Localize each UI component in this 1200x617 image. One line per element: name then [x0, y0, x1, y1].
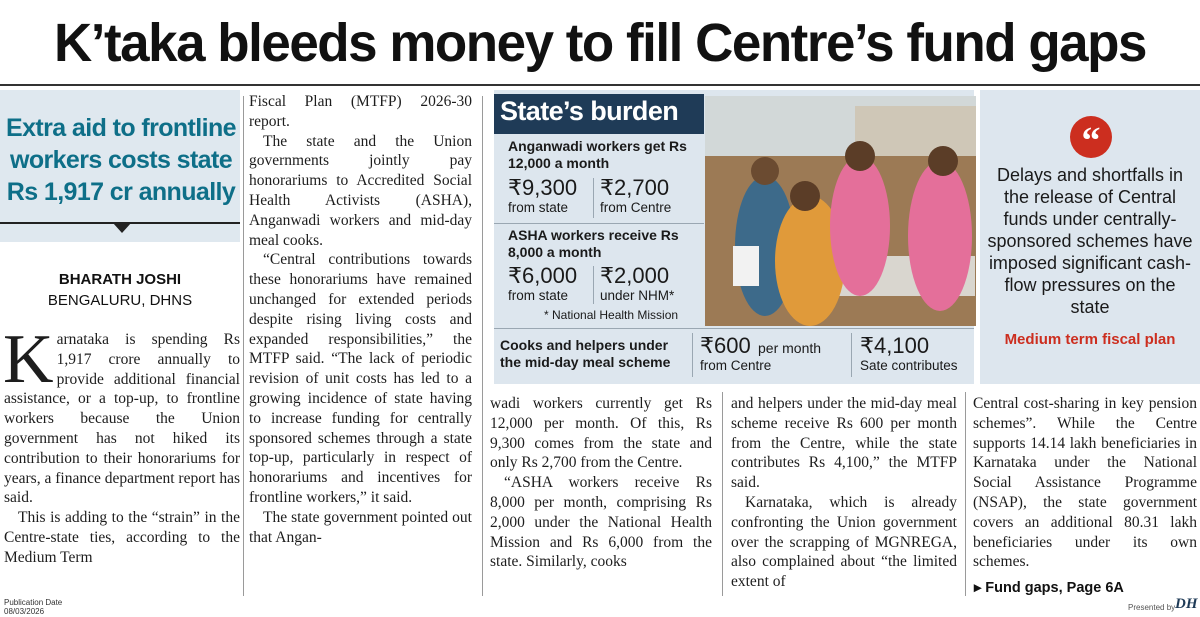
- cooks-state-amount: ₹4,100: [860, 333, 930, 358]
- divider: [593, 266, 594, 304]
- dh-logo: DH: [1175, 596, 1198, 612]
- byline-name: BHARATH JOSHI: [58, 271, 182, 288]
- paragraph: This is adding to the “strain” in the Centre-state ties, according to the Medium Term: [4, 509, 240, 566]
- column-divider: [722, 392, 723, 596]
- anganwadi-state-amount: ₹9,300: [508, 175, 578, 200]
- divider: [692, 333, 693, 377]
- cooks-centre-amount: ₹600: [700, 333, 751, 358]
- asha-head: ASHA workers receive Rs 8,000 a month: [508, 227, 679, 260]
- paragraph: “Central contributions towards these honorariums have remained unchanged for extended periods despite rising living costs and expanded responsibilities,” the MTFP said. “The lack of periodic revision of unit costs has led to a growing incidence of state having to increase funding for centrally sponsored schemes through a state top-up, particularly in respect of honorariums and incentives for frontline workers,” it said.: [249, 251, 472, 506]
- cooks-state-label: Sate contributes: [860, 358, 958, 373]
- column-divider: [482, 96, 483, 596]
- jump-line[interactable]: ▸ Fund gaps, Page 6A: [974, 580, 1124, 596]
- anganwadi-centre-label: from Centre: [600, 200, 672, 215]
- headline-rule: [0, 84, 1200, 86]
- anganwadi-head: Anganwadi workers get Rs 12,000 a month: [508, 138, 687, 171]
- anganwadi-state-label: from state: [508, 200, 569, 215]
- asha-footnote: * National Health Mission: [544, 308, 679, 322]
- article-column-5: [973, 394, 1197, 572]
- asha-state-amount: ₹6,000: [508, 263, 578, 288]
- cooks-head: Cooks and helpers under the mid-day meal scheme: [500, 337, 671, 370]
- cooks-centre-label: from Centre: [700, 358, 772, 373]
- paragraph: The state government pointed out that Angan-: [249, 508, 472, 546]
- article-column-2: [249, 92, 472, 547]
- quote-mark-icon: “: [1070, 116, 1112, 158]
- dropcap: K: [3, 321, 54, 398]
- paragraph: Central cost-sharing in key pension schemes”. While the Centre supports 14.14 lakh beneficiaries in Karnataka under the National Social Assistance Programme (NSAP), the state government covers an additional 80.31 lakh beneficiaries under its own schemes.: [973, 395, 1197, 571]
- paragraph: “ASHA workers receive Rs 8,000 per month, comprising Rs 2,000 under the National Health Mission and Rs 6,000 from the state. Similarly, cooks: [490, 474, 712, 571]
- paragraph: The state and the Union governments jointly pay honorariums to Accredited Social Health Activists (ASHA), Anganwadi workers and mid-day meal cooks.: [249, 132, 472, 249]
- kicker-arrow-icon: [113, 223, 131, 233]
- anganwadi-centre-amount: ₹2,700: [600, 175, 670, 200]
- presented-by-label: Presented by: [1128, 603, 1176, 612]
- publication-date-label: Publication Date: [4, 598, 63, 607]
- publication-date-value: 08/03/2026: [4, 607, 45, 616]
- headline: K’taka bleeds money to fill Centre’s fund gaps: [54, 13, 1146, 73]
- article-column-1: [3, 321, 240, 568]
- column-divider: [965, 392, 966, 596]
- column-divider: [243, 96, 244, 596]
- paragraph: arnataka is spending Rs 1,917 crore annually to provide additional financial assistance, or a top-up, to frontline workers because the Union government has not hiked its contribution to their honorariums for years, a finance department report has said.: [4, 331, 240, 507]
- infographic-title: State’s burden: [500, 96, 679, 126]
- cooks-centre-suffix: per month: [758, 340, 822, 356]
- paragraph: wadi workers currently get Rs 12,000 per month. Of this, Rs 9,300 comes from the state and only Rs 2,700 from the Centre.: [490, 395, 712, 472]
- kicker: Extra aid to frontline workers costs state Rs 1,917 cr annually: [6, 114, 236, 206]
- divider: [494, 328, 974, 329]
- article-column-3: [490, 394, 712, 572]
- divider: [494, 223, 704, 224]
- paragraph: and helpers under the mid-day meal scheme receive Rs 600 per month from the Centre, while the state contributes Rs 4,100,” the MTFP said.: [731, 395, 957, 492]
- quote-source: Medium term fiscal plan: [1004, 331, 1176, 348]
- photo-anganwadi-workers-icon: [705, 96, 976, 326]
- divider: [851, 333, 852, 377]
- paragraph: Karnataka, which is already confronting the Union government over the scrapping of MGNREGA, also complained about “the limited extent of: [731, 493, 957, 591]
- asha-state-label: from state: [508, 288, 569, 303]
- quote-text: Delays and shortfalls in the release of Central funds under centrally-sponsored schemes have imposed significant cash-flow pressures on the state: [987, 165, 1193, 317]
- asha-centre-label: under NHM*: [600, 288, 675, 303]
- byline-place: BENGALURU, DHNS: [47, 292, 193, 309]
- article-column-4: [731, 394, 957, 592]
- asha-centre-amount: ₹2,000: [600, 263, 670, 288]
- divider: [593, 178, 594, 218]
- paragraph: Fiscal Plan (MTFP) 2026-30 report.: [249, 93, 472, 130]
